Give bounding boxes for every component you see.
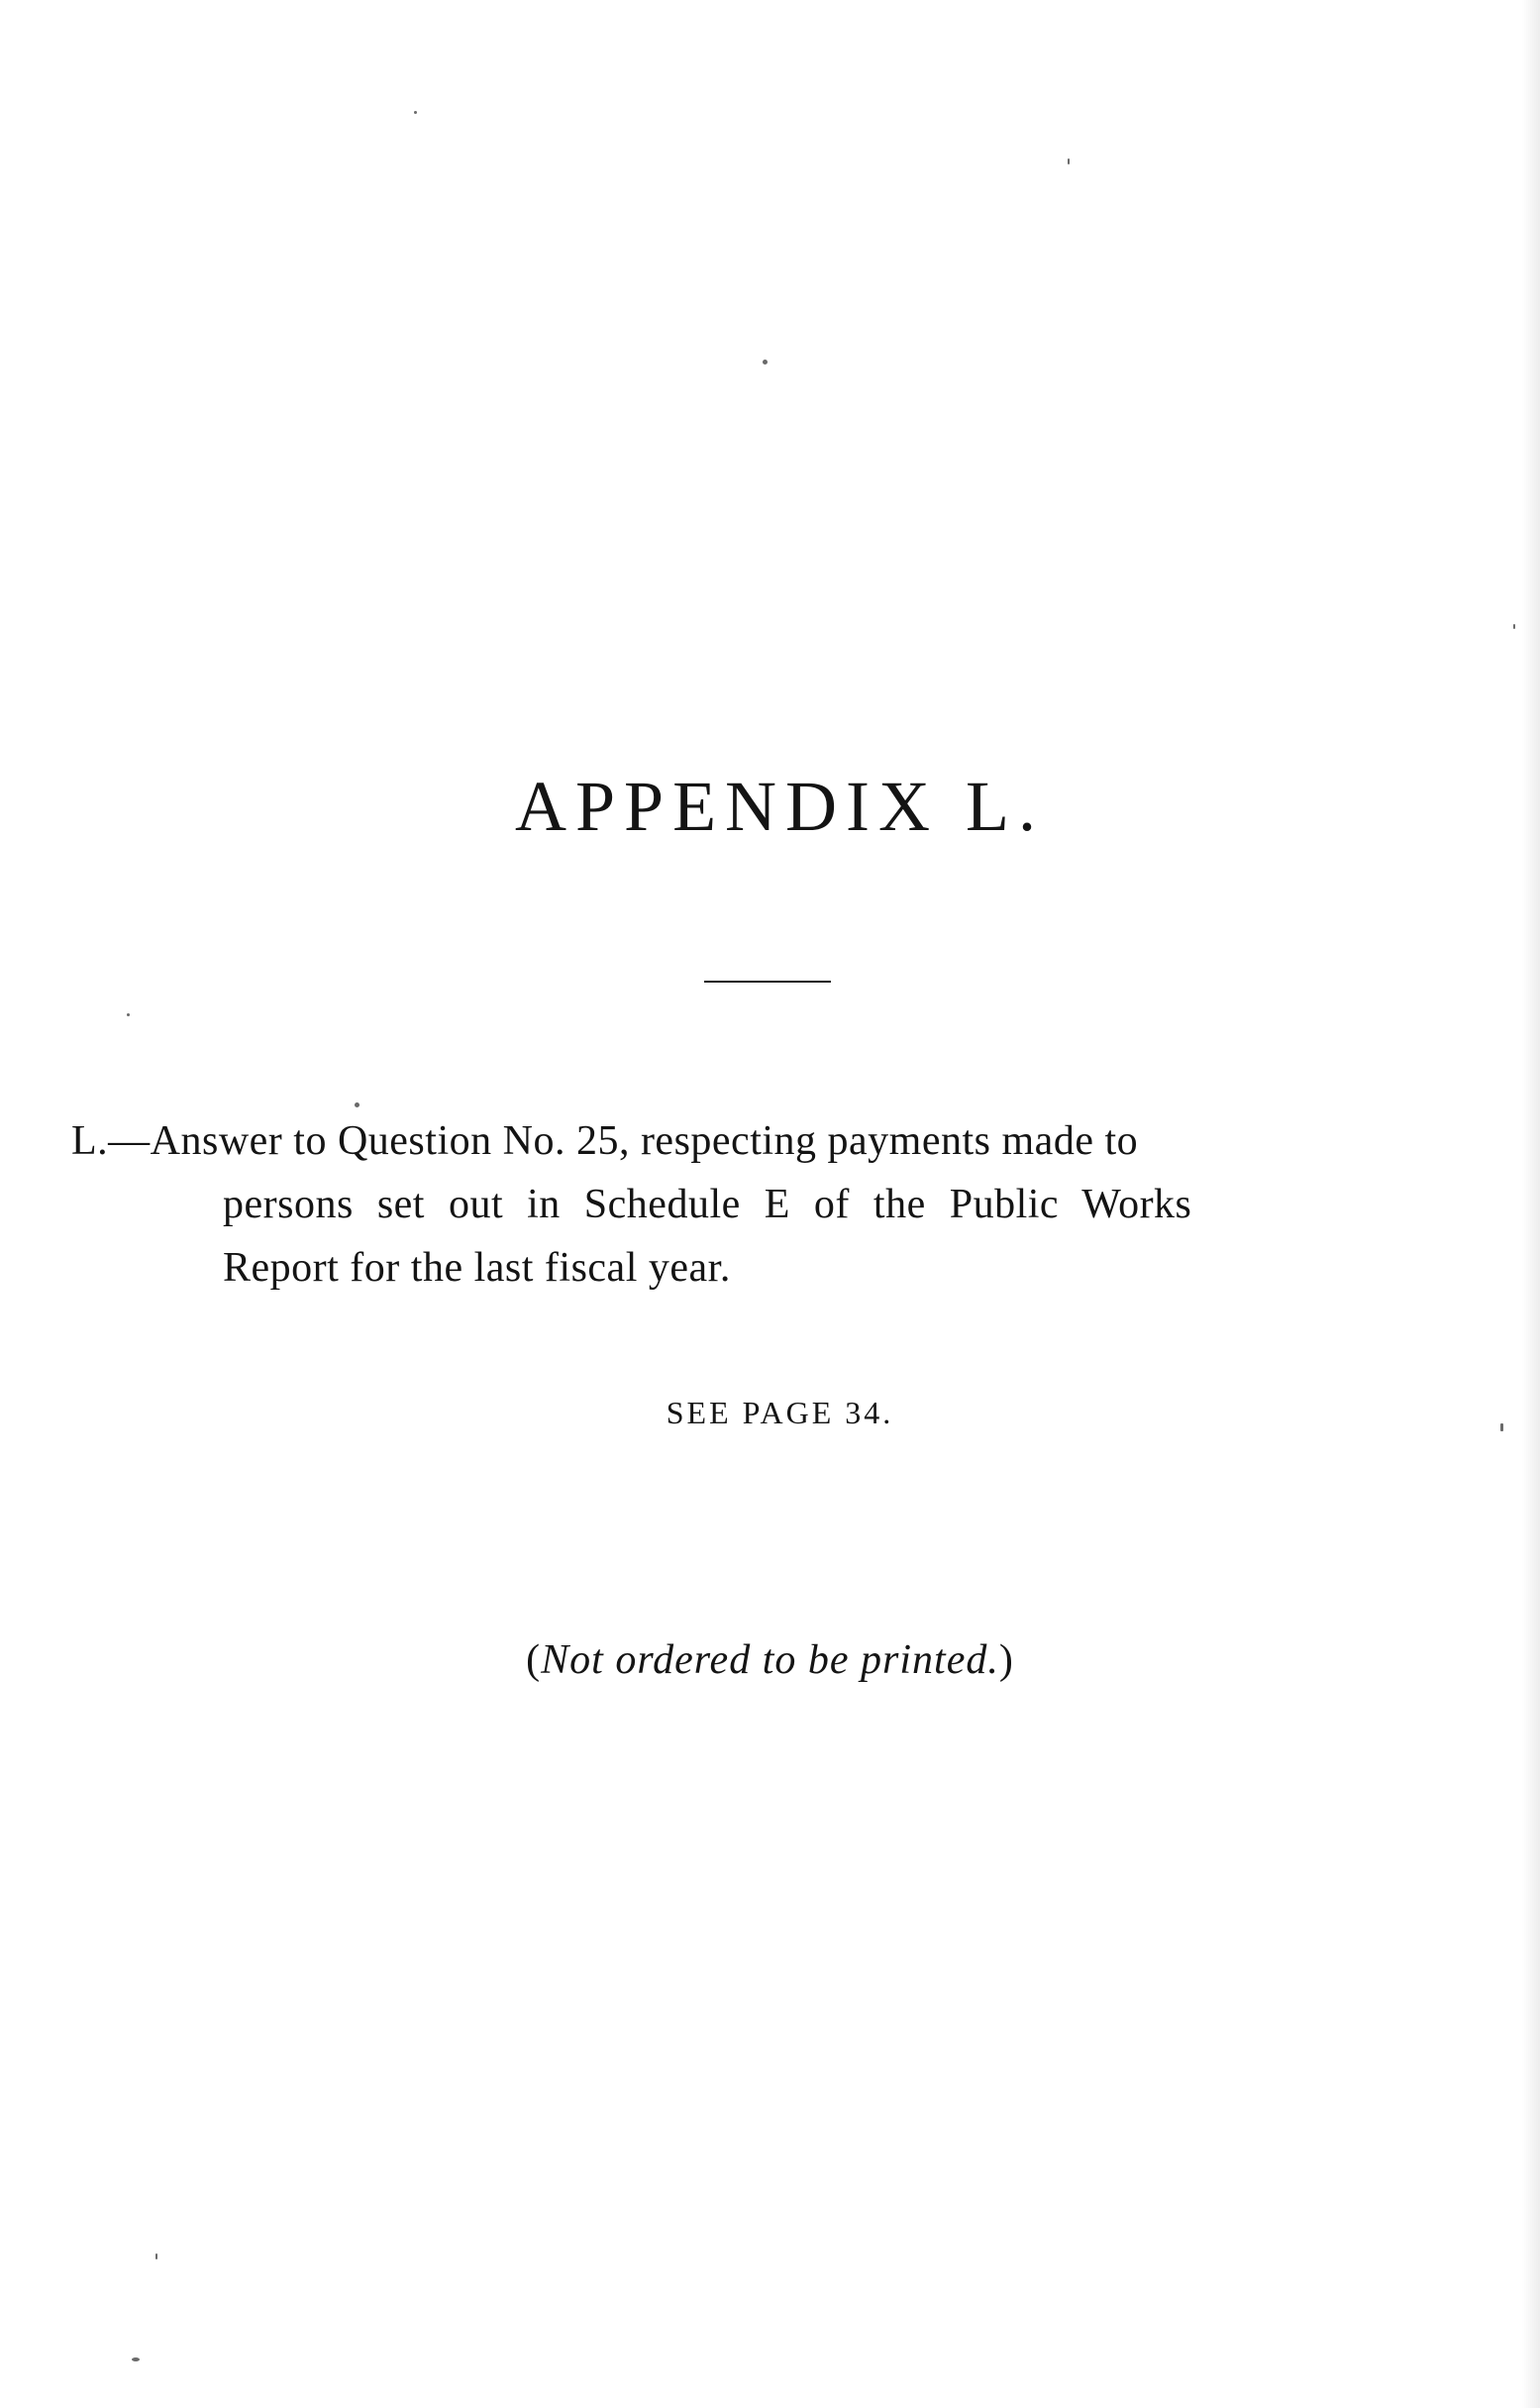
appendix-entry: [71, 1109, 1418, 1300]
page-reference: SEE PAGE 34.: [666, 1395, 894, 1430]
entry-line-2: [71, 1173, 1418, 1236]
entry-line-2-text: [223, 1173, 1406, 1236]
note-close-paren: ): [998, 1637, 1014, 1683]
scan-speck: [1500, 1423, 1503, 1431]
scan-speck: [155, 2253, 157, 2259]
note-open-paren: (: [526, 1637, 542, 1683]
scan-speck: [763, 360, 768, 365]
page-edge-shadow: [1522, 0, 1540, 2408]
scan-speck: [132, 2357, 140, 2361]
scan-speck: [355, 1102, 359, 1107]
heading-divider: [704, 981, 831, 983]
entry-line-2-content: persons set out in Schedule E of the Public Works: [223, 1182, 1192, 1227]
scan-speck: [1068, 158, 1070, 164]
entry-line-3: Report for the last fiscal year.: [223, 1245, 731, 1291]
scan-speck: [1513, 624, 1515, 629]
appendix-heading: APPENDIX L.: [514, 767, 1045, 846]
printing-note: [0, 1636, 1540, 1684]
scan-speck: [127, 1013, 130, 1016]
entry-line-1: L.—Answer to Question No. 25, respecting payments made to: [71, 1118, 1139, 1164]
scan-speck: [414, 111, 417, 114]
note-text: Not ordered to be printed.: [541, 1637, 999, 1683]
